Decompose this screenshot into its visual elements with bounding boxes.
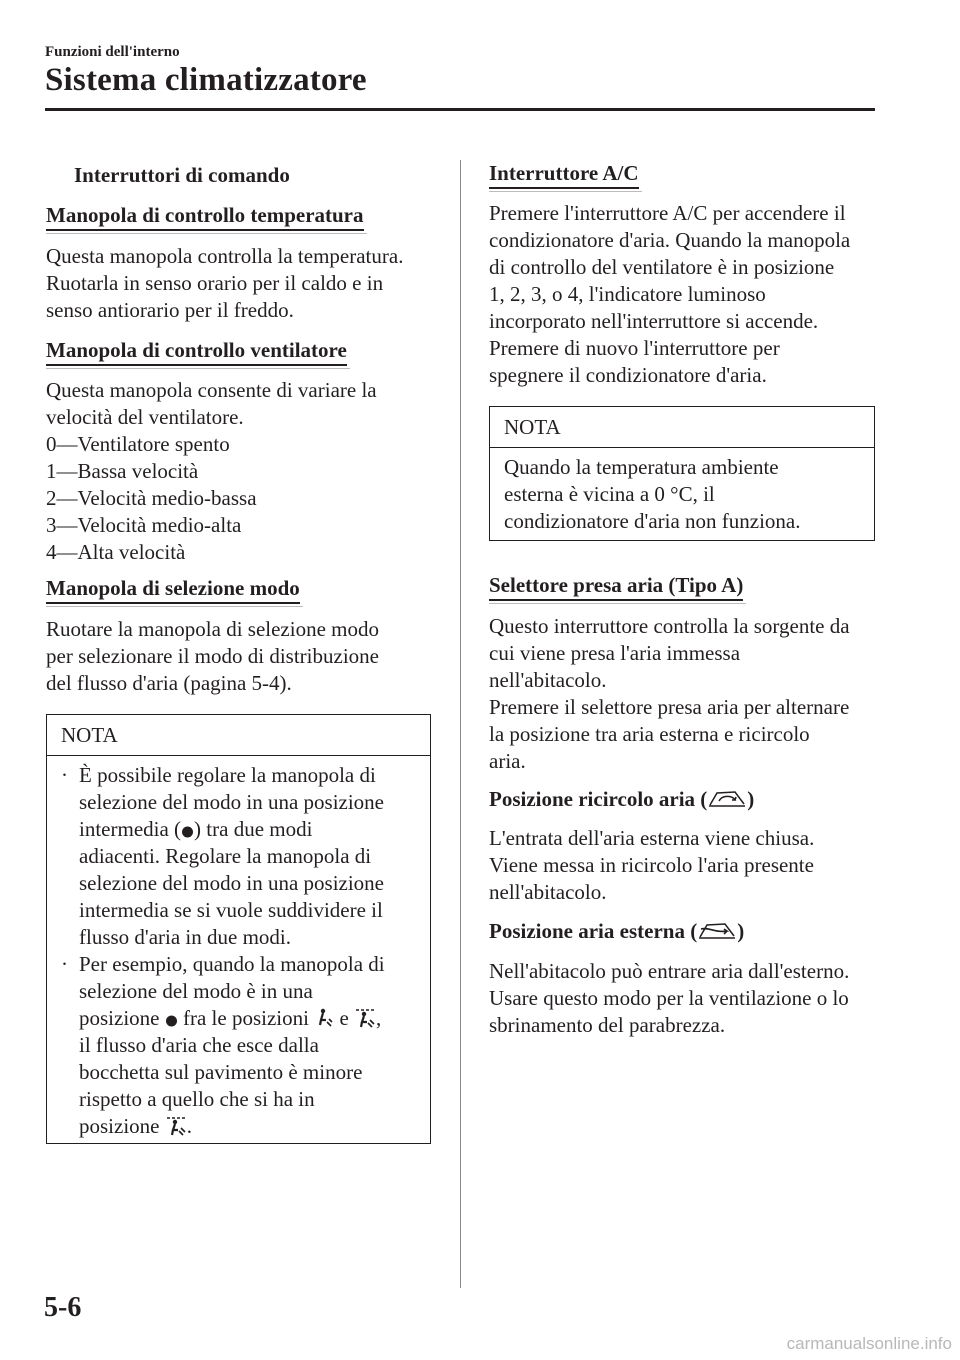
mode-knob-text: Ruotare la manopola di selezione modo per selezionare il modo di distribuzione del flusso d'aria (pagina 5-4).: [46, 617, 379, 695]
temp-knob-heading: Manopola di controllo temperatura: [46, 203, 364, 231]
mode-knob-heading: Manopola di selezione modo: [46, 576, 300, 604]
nota-title: NOTA: [47, 715, 430, 756]
fan-knob-heading: Manopola di controllo ventilatore: [46, 338, 347, 366]
outside-air-icon: [697, 921, 737, 941]
nota-box-right: [489, 406, 875, 541]
outside-air-text: Nell'abitacolo può entrare aria dall'esterno. Usare questo modo per la ventilazione o lo sbrinamento del parabrezza.: [489, 959, 850, 1037]
nota-box-left: [46, 714, 431, 1144]
nota-item-text: È possibile regolare la manopola di selezione del modo in una posizione intermedia ( ) tra due modi adiacenti. Regolare la manopola di selezione del modo in una posizione intermedia se si vuole suddividere il flusso d'aria in due modi.: [79, 763, 385, 949]
fan-knob-text: Questa manopola consente di variare la velocità del ventilatore. 0—Ventilatore spento 1—Bassa velocità 2—Velocità medio-bassa 3—Velocità medio-alta 4—Alta velocità: [46, 378, 377, 564]
nota-item-text: Per esempio, quando la manopola di selezione del modo è in una posizione fra le posizioni e , il flusso d'aria che esce dalla bocchetta sul pavimento è minore rispetto a quello che si ha in posizione .: [79, 952, 385, 1138]
watermark: carmanualsonline.info: [786, 1334, 952, 1353]
intermediate-position-dot-icon: [165, 1014, 178, 1028]
page-title: Sistema climatizzatore: [45, 62, 367, 98]
ac-switch-text: Premere l'interruttore A/C per accendere il condizionatore d'aria. Quando la manopola di controllo del ventilatore è in posizione 1, 2, 3, o 4, l'indicatore luminoso incorporato nell'interruttore si accende. Premere di nuovo l'interruttore per spegnere il condizionatore d'aria.: [489, 201, 851, 387]
air-intake-heading: Selettore presa aria (Tipo A): [489, 573, 743, 601]
section-heading: Interruttori di comando: [74, 163, 290, 187]
nota-body: [47, 756, 430, 1148]
page-number: 5-6: [44, 1292, 82, 1323]
floor-defrost-airflow-icon: [165, 1116, 187, 1136]
floor-defrost-airflow-icon: [354, 1008, 376, 1028]
outside-air-heading: Posizione aria esterna ( ): [489, 919, 745, 943]
nota-list-item: [61, 951, 416, 1140]
recirc-position-heading: Posizione ricircolo aria ( ): [489, 787, 755, 811]
bullet: ·: [61, 952, 68, 976]
header-rule: [45, 108, 875, 111]
header-section-label: Funzioni dell'interno: [45, 44, 180, 60]
nota-list-item: [61, 762, 416, 951]
bullet: ·: [61, 763, 68, 787]
ac-switch-heading: Interruttore A/C: [489, 161, 639, 189]
intermediate-position-dot-icon: [181, 825, 194, 839]
nota-title: NOTA: [490, 407, 874, 448]
column-divider: [460, 160, 461, 1288]
temp-knob-text: Questa manopola controlla la temperatura. Ruotarla in senso orario per il caldo e in senso antiorario per il freddo.: [46, 244, 404, 322]
recirc-position-text: L'entrata dell'aria esterna viene chiusa. Viene messa in ricircolo l'aria presente nell'abitacolo.: [489, 826, 815, 904]
air-intake-text: Questo interruttore controlla la sorgente da cui viene presa l'aria immessa nell'abitacolo. Premere il selettore presa aria per alternare la posizione tra aria esterna e ricircolo aria.: [489, 614, 850, 773]
nota-body-text: Quando la temperatura ambiente esterna è vicina a 0 °C, il condizionatore d'aria non funziona.: [504, 455, 801, 533]
recirculate-air-icon: [707, 789, 747, 809]
floor-airflow-icon: [314, 1008, 334, 1028]
